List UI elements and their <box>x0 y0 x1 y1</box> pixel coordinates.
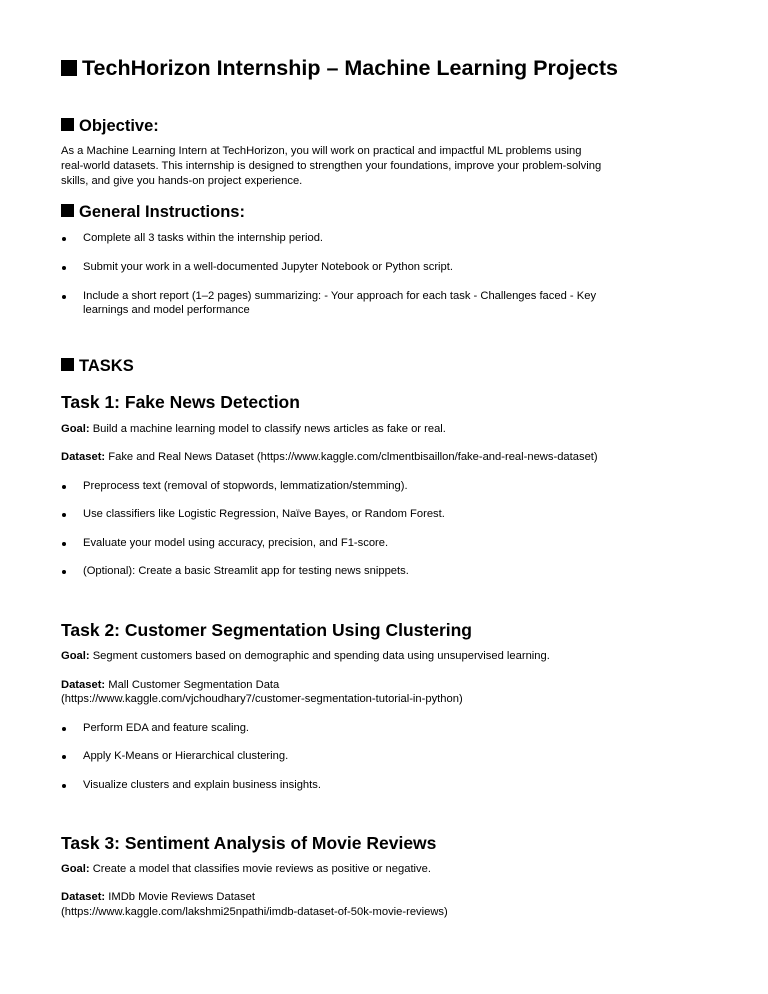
list-item: Visualize clusters and explain business insights. <box>83 779 321 791</box>
task3-dataset: Dataset: IMDb Movie Reviews Dataset <box>61 891 255 903</box>
square-bullet-icon <box>61 118 74 131</box>
list-item: Apply K-Means or Hierarchical clustering. <box>83 750 289 762</box>
task2-title: Task 2: Customer Segmentation Using Clustering <box>61 620 472 640</box>
bullet-icon <box>62 237 66 241</box>
bullet-icon <box>62 784 66 788</box>
bullet-icon <box>62 570 66 574</box>
bullet-icon <box>62 513 66 517</box>
objective-line: real-world datasets. This internship is designed to strengthen your foundations, improve your problem-solving <box>61 160 602 172</box>
task1-dataset: Dataset: Fake and Real News Dataset (https://www.kaggle.com/clmentbisaillon/fake-and-real-news-dataset) <box>61 451 598 463</box>
bullet-icon <box>62 727 66 731</box>
task3-goal: Goal: Create a model that classifies movie reviews as positive or negative. <box>61 863 431 875</box>
list-item: Evaluate your model using accuracy, precision, and F1-score. <box>83 537 389 549</box>
bullet-icon <box>62 485 66 489</box>
list-item: (Optional): Create a basic Streamlit app for testing news snippets. <box>83 565 409 577</box>
task3-dataset-url: (https://www.kaggle.com/lakshmi25npathi/imdb-dataset-of-50k-movie-reviews) <box>61 906 448 918</box>
objective-line: skills, and give you hands-on project experience. <box>61 175 303 187</box>
instructions-heading: General Instructions: <box>61 203 245 222</box>
list-item-continuation: learnings and model performance <box>83 304 250 316</box>
bullet-icon <box>62 755 66 759</box>
objective-heading: Objective: <box>61 117 159 136</box>
list-item: Complete all 3 tasks within the internship period. <box>83 232 324 244</box>
tasks-heading: TASKS <box>61 357 134 376</box>
bullet-icon <box>62 266 66 270</box>
list-item: Preprocess text (removal of stopwords, lemmatization/stemming). <box>83 480 408 492</box>
square-bullet-icon <box>61 204 74 217</box>
page-title: TechHorizon Internship – Machine Learning Projects <box>61 56 618 81</box>
task1-goal: Goal: Build a machine learning model to classify news articles as fake or real. <box>61 423 446 435</box>
square-bullet-icon <box>61 60 77 76</box>
square-bullet-icon <box>61 358 74 371</box>
task2-goal: Goal: Segment customers based on demographic and spending data using unsupervised learning. <box>61 650 550 662</box>
list-item: Include a short report (1–2 pages) summarizing: - Your approach for each task - Challenges faced - Key <box>83 290 597 302</box>
list-item: Use classifiers like Logistic Regression, Naïve Bayes, or Random Forest. <box>83 508 445 520</box>
list-item: Submit your work in a well-documented Jupyter Notebook or Python script. <box>83 261 453 273</box>
bullet-icon <box>62 295 66 299</box>
list-item: Perform EDA and feature scaling. <box>83 722 250 734</box>
task2-dataset-url: (https://www.kaggle.com/vjchoudhary7/customer-segmentation-tutorial-in-python) <box>61 693 463 705</box>
bullet-icon <box>62 542 66 546</box>
objective-line: As a Machine Learning Intern at TechHorizon, you will work on practical and impactful ML problems using <box>61 145 582 157</box>
task2-dataset: Dataset: Mall Customer Segmentation Data <box>61 679 280 691</box>
task1-title: Task 1: Fake News Detection <box>61 392 300 412</box>
task3-title: Task 3: Sentiment Analysis of Movie Reviews <box>61 833 437 853</box>
